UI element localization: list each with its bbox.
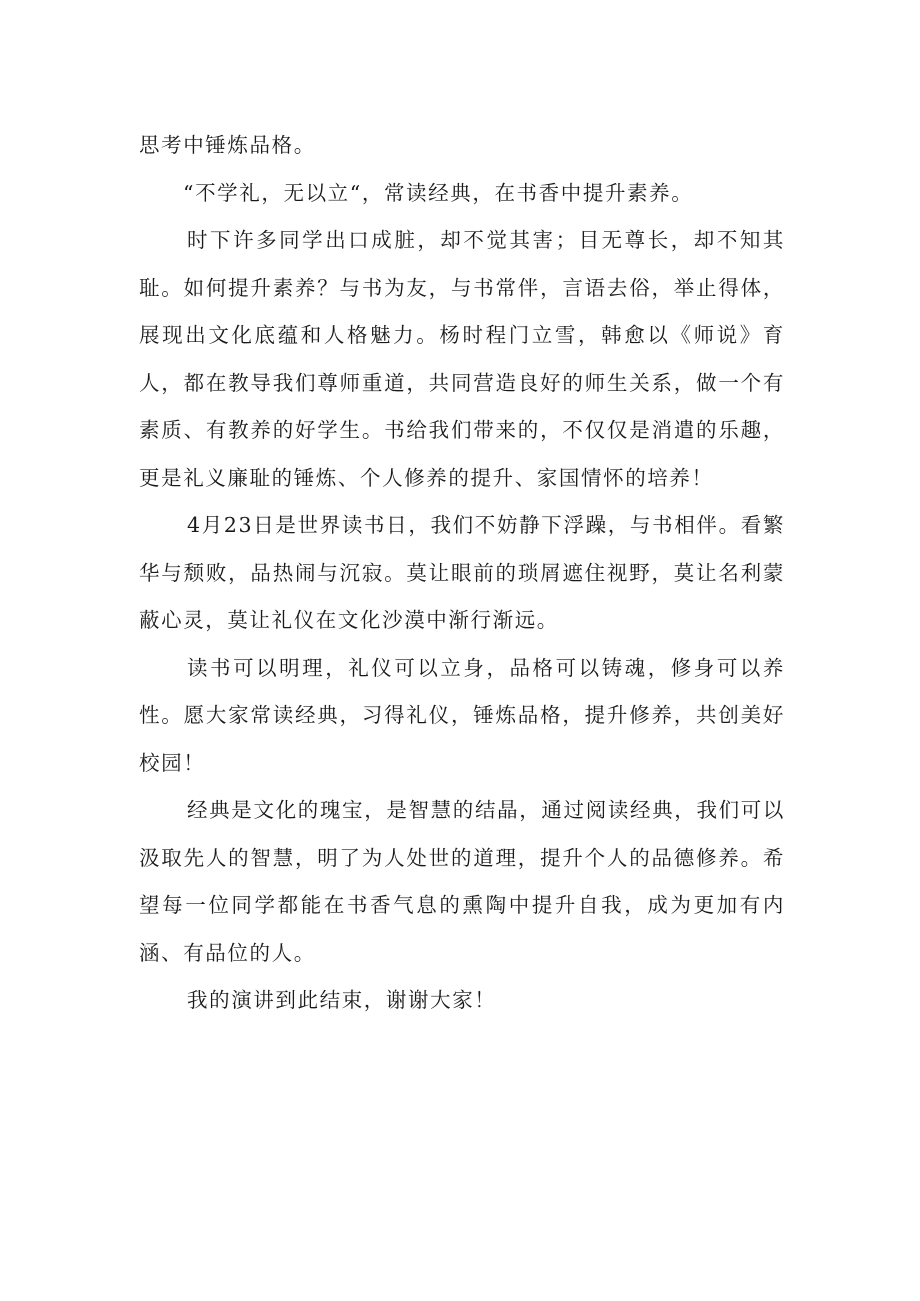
paragraph-quote: “不学礼，无以立“，常读经典，在书香中提升素养。: [183, 180, 694, 205]
paragraph-reading-day: 4月23日是世界读书日，我们不妨静下浮躁，与书相伴。看繁华与颓败，品热闹与沉寂。莫让眼前的琐屑遮住视野，莫让名利蒙蔽心灵，莫让礼仪在文化沙漠中渐行渐远。: [139, 513, 785, 632]
paragraph-cultivation: 时下许多同学出口成脏，却不觉其害；目无尊长，却不知其耻。如何提升素养？与书为友，与书常伴，言语去俗，举止得体，展现出文化底蕴和人格魅力。杨时程门立雪，韩愈以《师说》育人，都在教导我们尊师重道，共同营造良好的师生关系，做一个有素质、有教养的好学生。书给我们带来的，不仅仅是消遣的乐趣，更是礼义廉耻的锤炼、个人修养的提升、家国情怀的培养！: [139, 228, 785, 490]
paragraph-closing: 我的演讲到此结束，谢谢大家！: [187, 988, 497, 1012]
paragraph-classics: 经典是文化的瑰宝，是智慧的结晶，通过阅读经典，我们可以汲取先人的智慧，明了为人处世的道理，提升个人的品德修养。希望每一位同学都能在书香气息的熏陶中提升自我，成为更加有内涵、有品位的人。: [139, 798, 785, 965]
paragraph-continuation: 思考中锤炼品格。: [139, 133, 316, 157]
speech-body: [139, 122, 785, 1025]
paragraph-summary: 读书可以明理，礼仪可以立身，品格可以铸魂，修身可以养性。愿大家常读经典，习得礼仪，锤炼品格，提升修养，共创美好校园！: [139, 655, 785, 775]
